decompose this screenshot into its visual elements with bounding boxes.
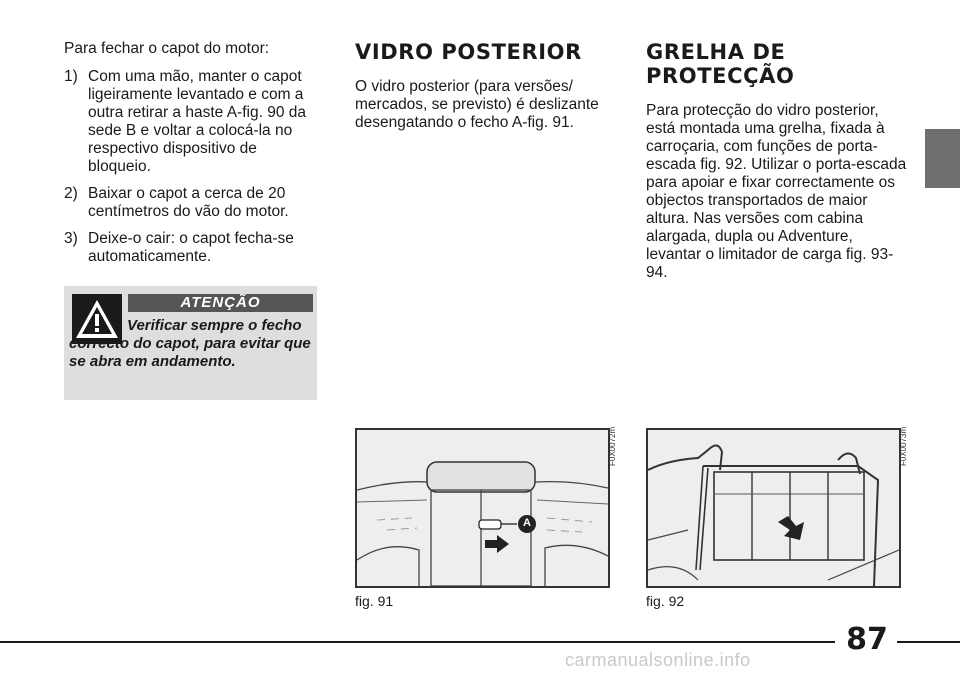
steps-list: [64, 68, 319, 266]
step-text: Baixar o capot a cerca de 20 centímetros do vão do motor.: [88, 185, 289, 220]
watermark: carmanualsonline.info: [565, 650, 751, 670]
footer-rule: [0, 641, 835, 643]
list-item: [64, 68, 319, 176]
warning-text: Verificar sempre o fecho correcto do capot, para evitar que se abra em andamento.: [69, 317, 311, 370]
section-body: O vidro posterior (para versões/ mercados, se previsto) é deslizante desengatando o fecho A-fig. 91.: [355, 78, 599, 131]
column-middle: [355, 40, 610, 132]
figure-label-a: A: [523, 517, 531, 529]
column-right: [646, 40, 908, 282]
step-text: Deixe-o cair: o capot fecha-se automaticamente.: [88, 230, 294, 265]
step-number: 1): [64, 68, 78, 85]
list-item: [64, 230, 319, 266]
chapter-tab: [925, 129, 960, 188]
step-number: 3): [64, 230, 78, 247]
figure-caption: fig. 92: [646, 593, 685, 609]
figure-code: F0X0073m: [899, 426, 908, 466]
step-number: 2): [64, 185, 78, 202]
figure-92: [646, 428, 901, 588]
column-left: [64, 40, 319, 275]
list-item: [64, 185, 319, 221]
warning-title: ATENÇÃO: [128, 294, 313, 312]
figure-91: [355, 428, 610, 588]
footer-rule: [897, 641, 960, 643]
section-heading: GRELHA DE PROTECÇÃO: [646, 40, 795, 88]
section-heading: VIDRO POSTERIOR: [355, 40, 582, 64]
figure-code: F0X0072m: [608, 426, 617, 466]
warning-box: [64, 286, 317, 400]
page-number: 87: [846, 622, 888, 657]
ladder-rack-illustration: [648, 430, 899, 586]
figure-caption: fig. 91: [355, 593, 394, 609]
rear-window-illustration: [357, 430, 608, 586]
section-body: Para protecção do vidro posterior, está montada uma grelha, fixada à carroçaria, com funções de porta-escada fig. 92. Utilizar o porta-escada para apoiar e fixar correctamente os objectos transportados de maior altura. Nas versões com cabina alargada, dupla ou Adventure, levantar o limitador de carga fig. 93-94.: [646, 102, 907, 281]
step-text: Com uma mão, manter o capot ligeiramente levantado e com a outra retirar a haste A-fig. 90 da sede B e voltar a colocá-la no respectivo dispositivo de bloqueio.: [88, 68, 306, 175]
intro-text: Para fechar o capot do motor:: [64, 40, 270, 57]
